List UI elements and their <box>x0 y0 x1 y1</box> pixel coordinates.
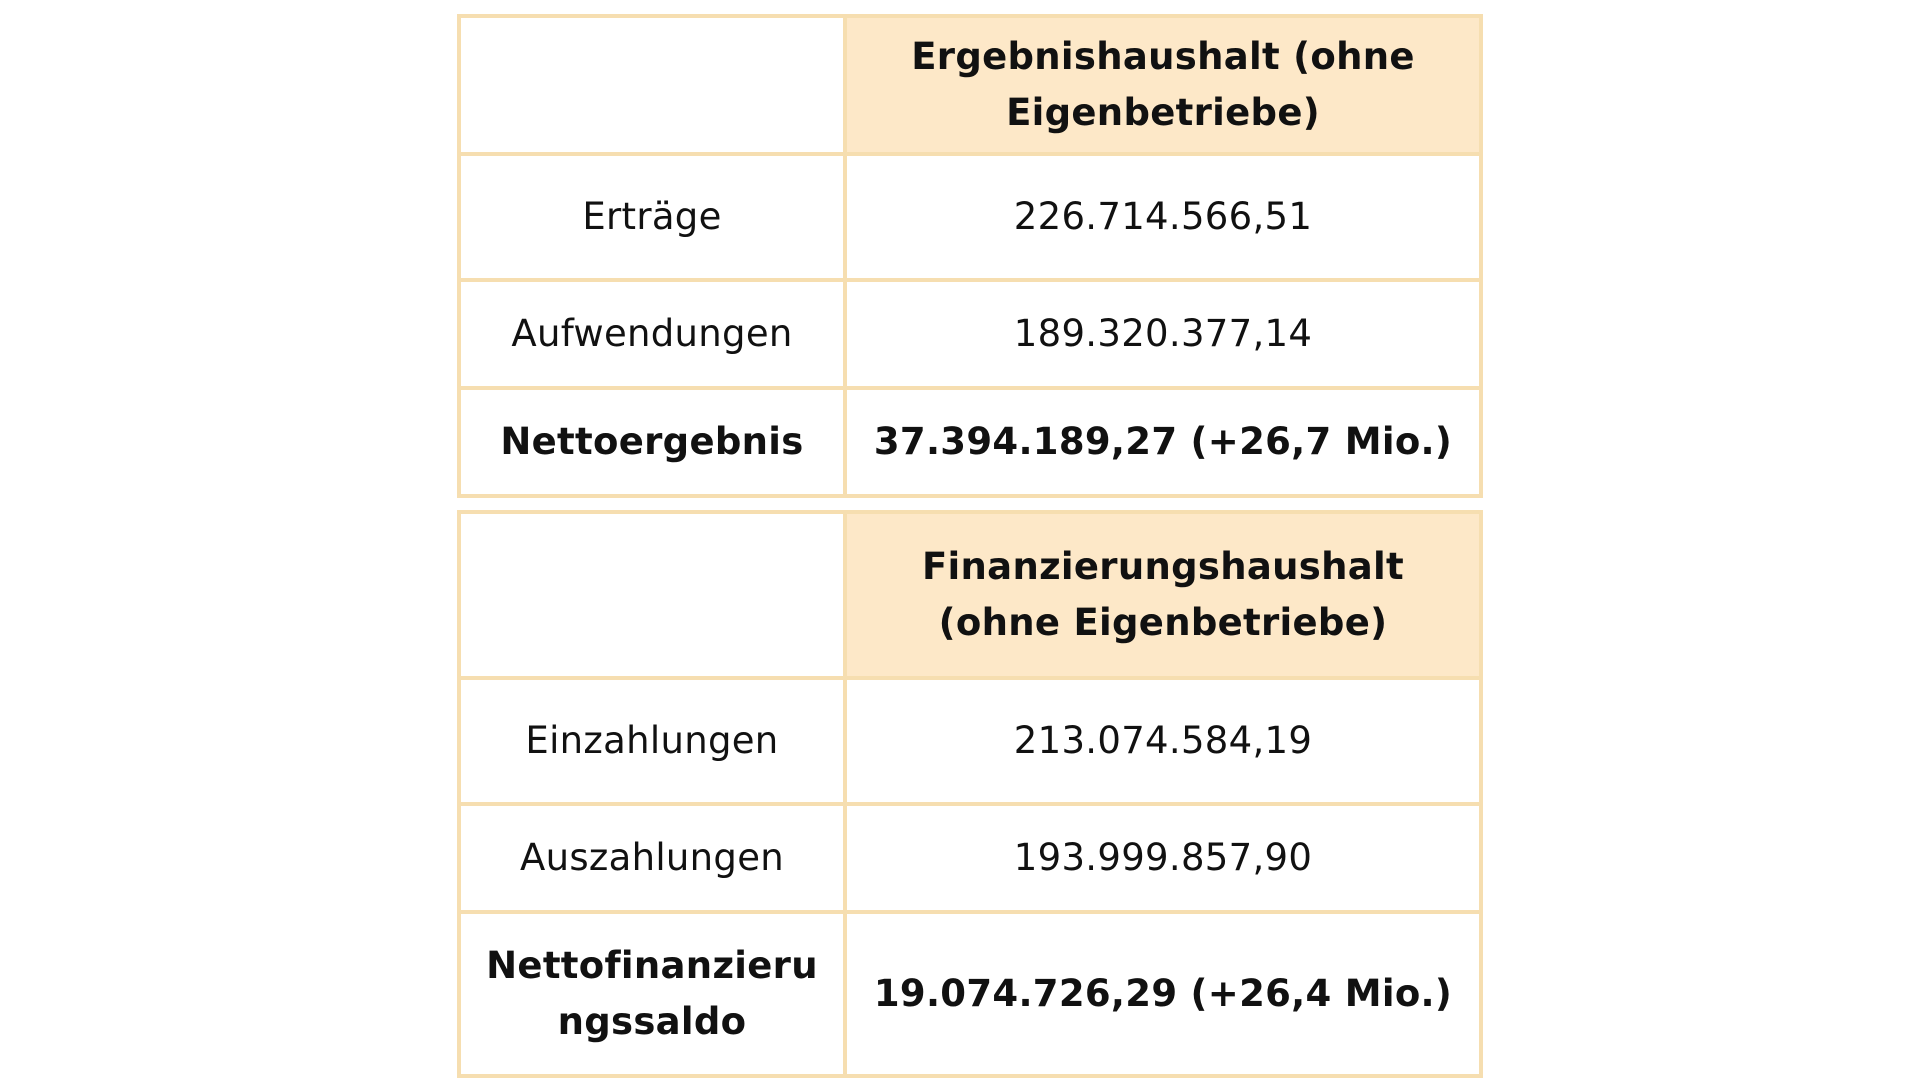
table-row-total <box>459 912 1481 1076</box>
row-value: 189.320.377,14 <box>845 280 1481 388</box>
empty-header-cell <box>459 16 845 154</box>
row-label: Auszahlungen <box>459 804 845 912</box>
row-label: Einzahlungen <box>459 678 845 804</box>
ergebnishaushalt-table <box>457 14 1483 498</box>
row-value: 226.714.566,51 <box>845 154 1481 280</box>
ergebnishaushalt-header: Ergebnishaushalt (ohne Eigenbetriebe) <box>845 16 1481 154</box>
tables-container <box>457 14 1479 1078</box>
table-row <box>459 154 1481 280</box>
row-value: 19.074.726,29 (+26,4 Mio.) <box>845 912 1481 1076</box>
row-label: Nettofinanzierungssaldo <box>459 912 845 1076</box>
row-label: Nettoergebnis <box>459 388 845 496</box>
finanzierungshaushalt-header: Finanzierungshaushalt (ohne Eigenbetriebe) <box>845 512 1481 678</box>
row-label: Aufwendungen <box>459 280 845 388</box>
row-label: Erträge <box>459 154 845 280</box>
table-header-row <box>459 512 1481 678</box>
table-row <box>459 678 1481 804</box>
finanzierungshaushalt-table <box>457 510 1483 1078</box>
table-header-row <box>459 16 1481 154</box>
table-row <box>459 280 1481 388</box>
empty-header-cell <box>459 512 845 678</box>
row-value: 37.394.189,27 (+26,7 Mio.) <box>845 388 1481 496</box>
table-row-total <box>459 388 1481 496</box>
row-value: 213.074.584,19 <box>845 678 1481 804</box>
row-value: 193.999.857,90 <box>845 804 1481 912</box>
table-row <box>459 804 1481 912</box>
